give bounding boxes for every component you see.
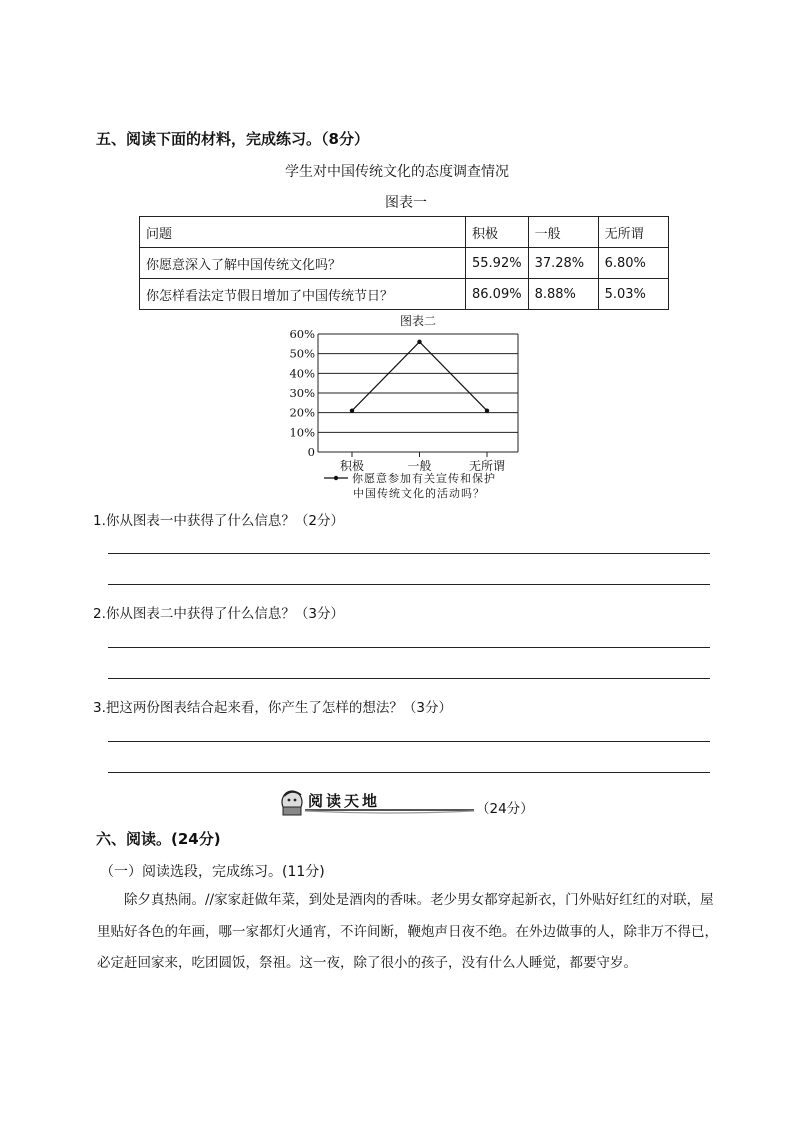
table-cell: 55.92% xyxy=(466,248,529,279)
table-header-cell: 问题 xyxy=(140,217,466,248)
table-cell: 37.28% xyxy=(528,248,598,279)
line-chart xyxy=(280,312,530,502)
legend-label: 你愿意参加有关宣传和保护 xyxy=(352,472,496,485)
data-point xyxy=(485,409,489,413)
legend-label: 中国传统文化的活动吗？ xyxy=(353,487,485,500)
table-cell: 86.09% xyxy=(466,279,529,310)
answer-line xyxy=(108,647,710,648)
reading-mascot-icon xyxy=(282,791,302,815)
answer-line xyxy=(108,772,710,773)
answer-line xyxy=(108,584,710,585)
table-label: 图表一 xyxy=(385,195,427,211)
table-header-row xyxy=(140,217,669,248)
table-cell: 你愿意深入了解中国传统文化吗？ xyxy=(140,248,466,279)
question-3: 3.把这两份图表结合起来看，你产生了怎样的想法？（3分） xyxy=(93,700,452,716)
table-row xyxy=(140,279,669,310)
y-tick-label: 20% xyxy=(289,405,315,420)
question-1: 1.你从图表一中获得了什么信息？（2分） xyxy=(93,513,344,529)
x-tick-label: 积极 xyxy=(339,459,365,473)
section5-title: 五、阅读下面的材料，完成练习。（8分） xyxy=(96,130,369,148)
table-header-cell: 无所谓 xyxy=(598,217,668,248)
series-line xyxy=(352,342,487,411)
table-title: 学生对中国传统文化的态度调查情况 xyxy=(285,164,509,180)
table-header-cell: 一般 xyxy=(528,217,598,248)
chart-title: 图表二 xyxy=(399,314,437,328)
table-cell: 8.88% xyxy=(528,279,598,310)
y-tick-label: 60% xyxy=(289,327,315,341)
x-tick-label: 无所谓 xyxy=(468,459,506,473)
y-tick-label: 40% xyxy=(289,366,315,381)
reading-passage: 除夕真热闹。//家家赶做年菜，到处是酒肉的香味。老少男女都穿起新衣，门外贴好红红的对联，屋里贴好各色的年画，哪一家都灯火通宵，不许间断，鞭炮声日夜不绝。在外边做事的人，除非万不得已，必定赶回家来，吃团圆饭，祭祖。这一夜，除了很小的孩子，没有什么人睡觉，都要守岁。 xyxy=(97,892,718,971)
table-header-cell: 积极 xyxy=(466,217,529,248)
table-row xyxy=(140,248,669,279)
answer-line xyxy=(108,553,710,554)
table-cell: 你怎样看法定节假日增加了中国传统节日？ xyxy=(140,279,466,310)
banner-title: 阅读天地 xyxy=(308,792,381,810)
y-tick-label: 10% xyxy=(289,425,315,440)
answer-line xyxy=(108,741,710,742)
banner-score: （24分） xyxy=(476,801,534,817)
answer-line xyxy=(108,678,710,679)
y-tick-label: 50% xyxy=(289,346,315,361)
data-point xyxy=(417,340,421,344)
section6-title: 六、阅读。(24分) xyxy=(96,830,221,848)
question-2: 2.你从图表二中获得了什么信息？（3分） xyxy=(93,606,344,622)
legend-marker xyxy=(334,476,338,480)
y-tick-label: 0 xyxy=(307,445,315,459)
survey-table xyxy=(139,216,669,310)
x-tick-label: 一般 xyxy=(407,459,432,473)
table-cell: 6.80% xyxy=(598,248,668,279)
data-point xyxy=(350,409,354,413)
table-cell: 5.03% xyxy=(598,279,668,310)
y-tick-label: 30% xyxy=(289,386,315,400)
part1-title: （一）阅读选段，完成练习。(11分) xyxy=(100,864,325,880)
